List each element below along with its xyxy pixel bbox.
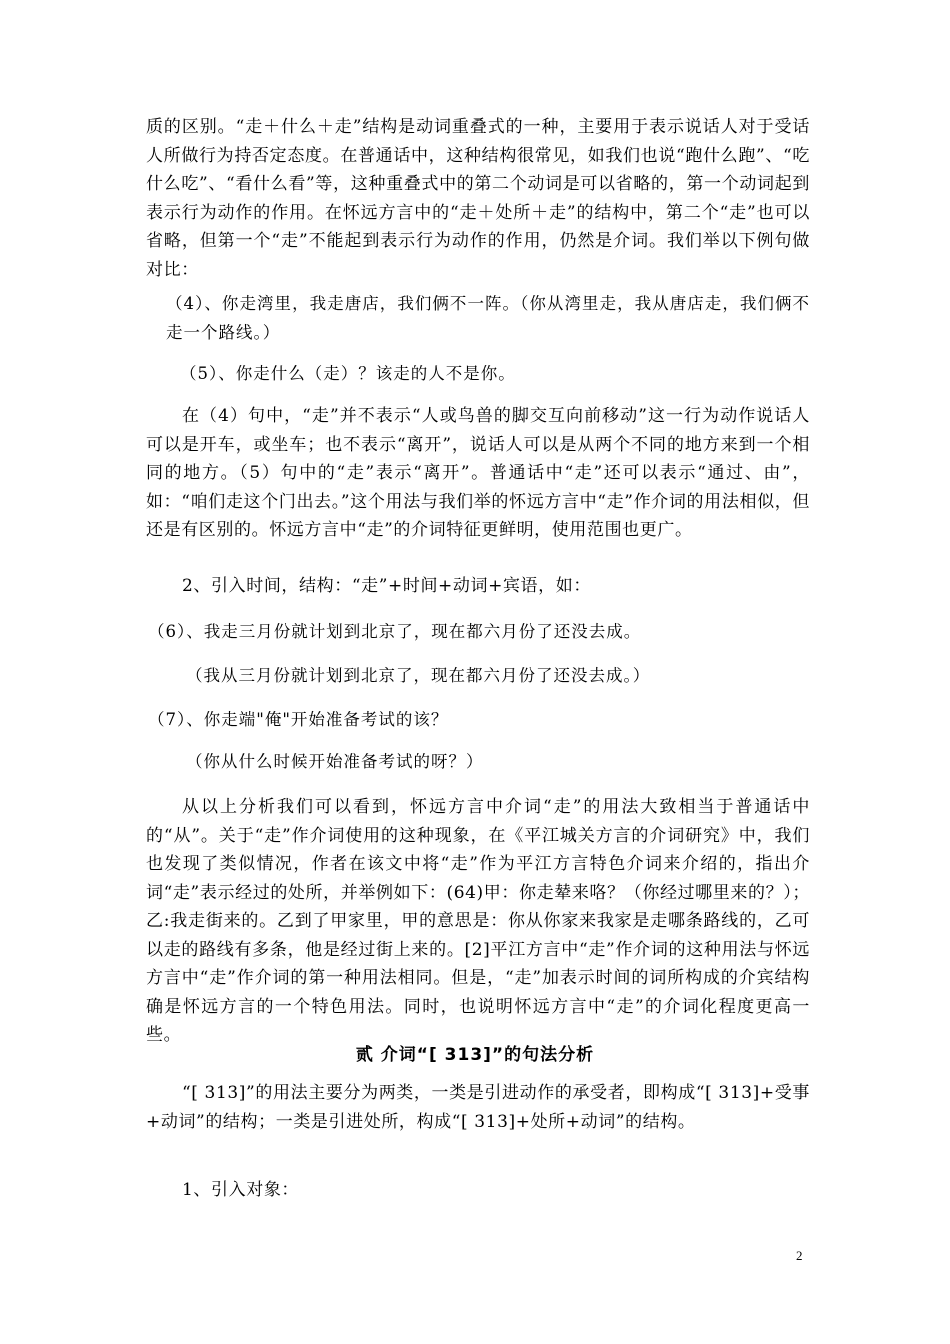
paragraph-6: 1、引入对象： bbox=[182, 1180, 300, 1200]
paragraph-1: 质的区别。“走＋什么＋走”结构是动词重叠式的一种，主要用于表示说话人对于受话人所做行为持否定态度。在普通话中，这种结构很常见，如我们也说“跑什么跑”、“吃什么吃”、“看什么看”等，这种重叠式中的第二个动词是可以省略的，第一个动词起到表示行为动作的作用。在怀远方言中的“走＋处所＋走”的结构中，第二个“走”也可以省略，但第一个“走”不能起到表示行为动作的作用，仍然是介词。我们举以下例句做对比： bbox=[146, 117, 810, 280]
example-7-translation: （你从什么时候开始准备考试的呀？） bbox=[186, 752, 484, 771]
example-5: （5）、你走什么（走）？该走的人不是你。 bbox=[180, 364, 516, 383]
paragraph-3: 2、引入时间，结构：“走”+时间+动词+宾语，如： bbox=[182, 576, 591, 596]
example-6-translation: （我从三月份就计划到北京了，现在都六月份了还没去成。） bbox=[186, 666, 651, 685]
example-6: （6）、我走三月份就计划到北京了，现在都六月份了还没去成。 bbox=[148, 622, 642, 641]
paragraph-4: 从以上分析我们可以看到，怀远方言中介词“走”的用法大致相当于普通话中的“从”。关于“走”作介词使用的这种现象，在《平江城关方言的介词研究》中，我们也发现了类似情况，作者在该文中将“走”作为平江方言特色介词来介绍的，指出介词“走”表示经过的处所，并举例如下：(64)甲：你走辇来咯？（你经过哪里来的？）；乙:我走街来的。乙到了甲家里，甲的意思是：你从你家来我家是走哪条路线的，乙可以走的路线有多条，他是经过街上来的。[2]平江方言中“走”作介词的这种用法与怀远方言中“走”作介词的第一种用法相同。但是，“走”加表示时间的词所构成的介宾结构确是怀远方言的一个特色用法。同时，也说明怀远方言中“走”的介词化程度更高一些。 bbox=[146, 797, 810, 1045]
paragraph-5: “[ 313]”的用法主要分为两类，一类是引进动作的承受者，即构成“[ 313]+受事+动词”的结构；一类是引进处所，构成“[ 313]+处所+动词”的结构。 bbox=[146, 1083, 810, 1132]
example-7: （7）、你走端"俺"开始准备考试的该？ bbox=[148, 710, 449, 729]
page-number: 2 bbox=[796, 1248, 803, 1263]
example-4: （4）、你走湾里，我走唐店，我们俩不一阵。（你从湾里走，我从唐店走，我们俩不走一个路线。） bbox=[166, 294, 810, 342]
paragraph-2: 在（4）句中，“走”并不表示“人或鸟兽的脚交互向前移动”这一行为动作说话人可以是开车，或坐车；也不表示“离开”，说话人可以是从两个不同的地方来到一个相同的地方。（5）句中的“走”表示“离开”。普通话中“走”还可以表示“通过、由”，如：“咱们走这个门出去。”这个用法与我们举的怀远方言中“走”作介词的用法相似，但还是有区别的。怀远方言中“走”的介词特征更鲜明，使用范围也更广。 bbox=[146, 406, 810, 540]
section-heading: 贰 介词“[ 313]”的句法分析 bbox=[355, 1045, 595, 1065]
